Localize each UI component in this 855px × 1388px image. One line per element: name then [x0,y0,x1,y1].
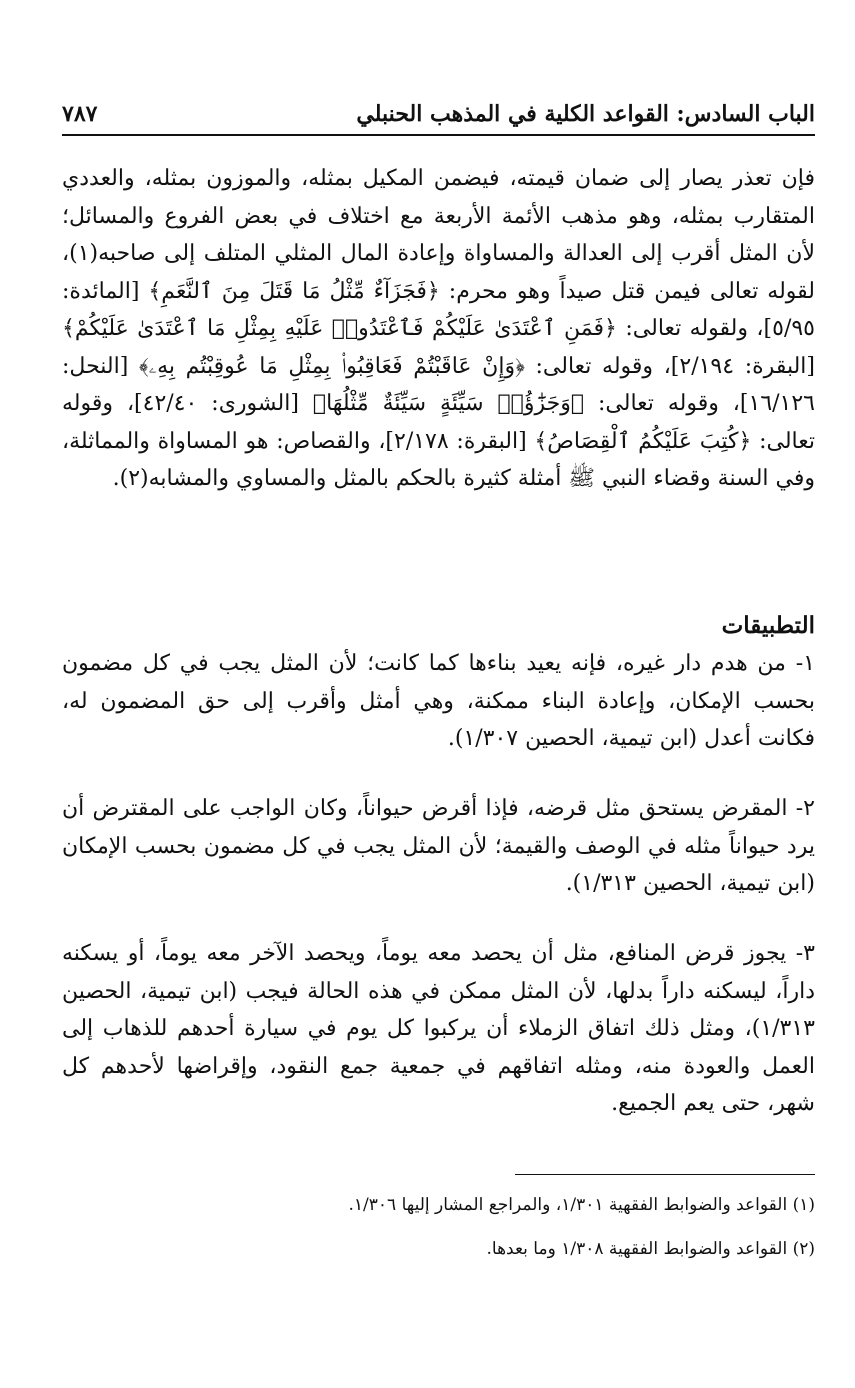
running-header [62,96,815,132]
section-heading: التطبيقات [721,612,815,639]
header-rule [62,134,815,136]
footnote-2: (٢) القواعد والضوابط الفقهية ١/٣٠٨ وما بعدها. [486,1239,815,1259]
footnote-1: (١) القواعد والضوابط الفقهية ١/٣٠١، والمراجع المشار إليها ١/٣٠٦. [348,1195,815,1215]
chapter-title: الباب السادس: القواعد الكلية في المذهب الحنبلي [356,101,815,127]
intro-paragraph: فإن تعذر يصار إلى ضمان قيمته، فيضمن المكيل بمثله، والموزون بمثله، والعددي المتقارب بمثله، وهو مذهب الأئمة الأربعة مع اختلاف في بعض الفروع والمسائل؛ لأن المثل أقرب إلى العدالة والمساواة وإعادة المال المثلي المتلف إلى صاحبه(١)، لقوله تعالى فيمن قتل صيداً وهو محرم: ﴿فَجَزَآءٌ مِّثْلُ مَا قَتَلَ مِنَ ٱلنَّعَمِ﴾ [المائدة: ٥/٩٥]، ولقوله تعالى: ﴿فَمَنِ ٱعْتَدَىٰ عَلَيْكُمْ فَٱعْتَدُوا۟ عَلَيْهِ بِمِثْلِ مَا ٱعْتَدَىٰ عَلَيْكُمْ﴾ [البقرة: ٢/١٩٤]، وقوله تعالى: ﴿وَإِنْ عَاقَبْتُمْ فَعَاقِبُوا۟ بِمِثْلِ مَا عُوقِبْتُم بِهِۦ﴾ [النحل: ١٦/١٢٦]، وقوله تعالى: ﴿وَجَزَٰٓؤُا۟ سَيِّئَةٍ سَيِّئَةٌ مِّثْلُهَا﴾ [الشورى: ٤٢/٤٠]، وقوله تعالى: ﴿كُتِبَ عَلَيْكُمُ ٱلْقِصَاصُ﴾ [البقرة: ٢/١٧٨]، والقصاص: هو المساواة والمماثلة، وفي السنة وقضاء النبي ﷺ أمثلة كثيرة بالحكم بالمثل والمساوي والمشابه(٢). [62,166,815,491]
footnote-rule [515,1174,815,1175]
page-number: ٧٨٧ [62,101,98,127]
application-1: ١- من هدم دار غيره، فإنه يعيد بناءها كما كانت؛ لأن المثل يجب في كل مضمون بحسب الإمكان، وإعادة البناء ممكنة، وهي أمثل وأقرب إلى حق المضمون له، فكانت أعدل (ابن تيمية، الحصين ١/٣٠٧). [62,651,815,751]
application-3: ٣- يجوز قرض المنافع، مثل أن يحصد معه يوماً، ويحصد الآخر معه يوماً، أو يسكنه داراً، ليسكنه داراً بدلها، لأن المثل ممكن في هذه الحالة فيجب (ابن تيمية، الحصين ١/٣١٣)، ومثل ذلك اتفاق الزملاء أن يركبوا كل يوم في سيارة أحدهم للذهاب إلى العمل والعودة منه، ومثله اتفاقهم في جمعية جمع النقود، وإقراضها لأحدهم كل شهر، حتى يعم الجميع. [62,941,816,1116]
application-2: ٢- المقرض يستحق مثل قرضه، فإذا أقرض حيواناً، وكان الواجب على المقترض أن يرد حيواناً مثله في الوصف والقيمة؛ لأن المثل يجب في كل مضمون بحسب الإمكان (ابن تيمية، الحصين ١/٣١٣). [62,796,815,896]
